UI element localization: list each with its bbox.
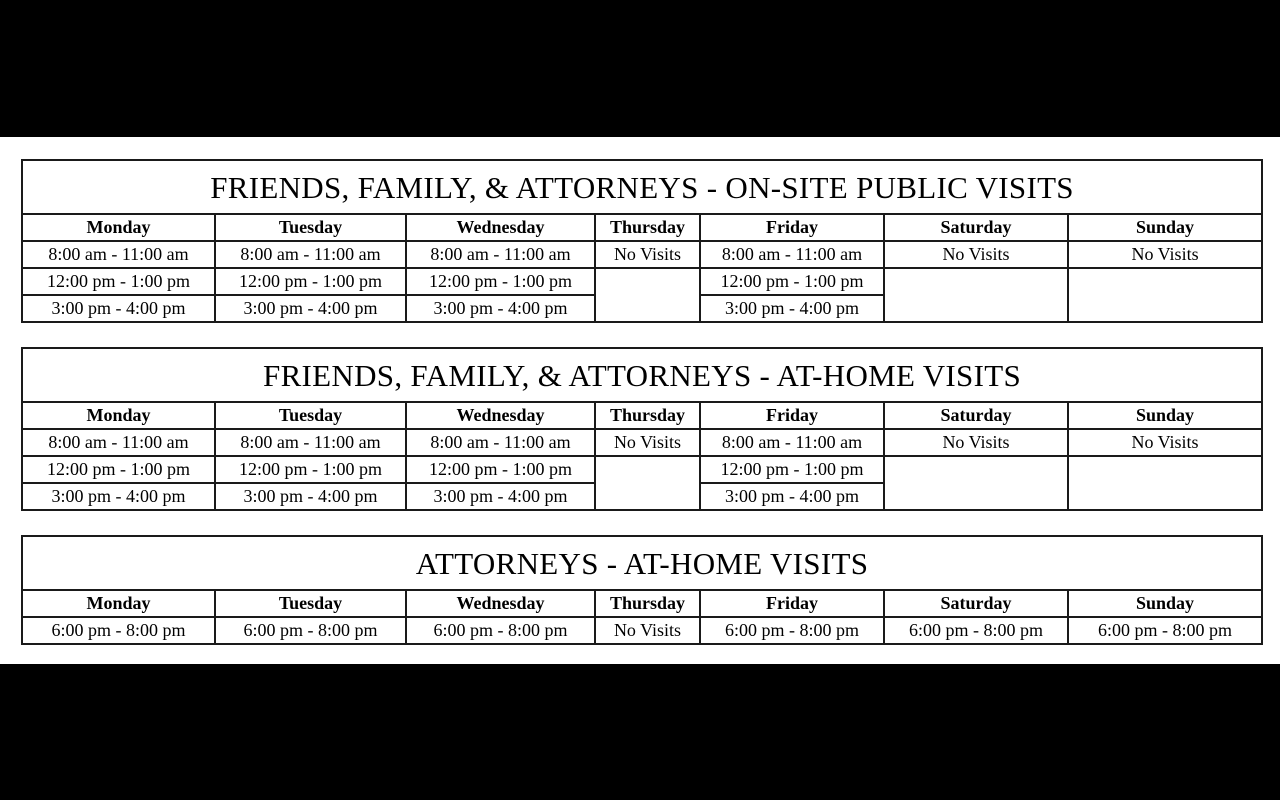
time-slot: 8:00 am - 11:00 am [406, 429, 595, 456]
no-visits-cell: No Visits [884, 241, 1068, 268]
day-header-sunday: Sunday [1068, 590, 1262, 617]
empty-cell [595, 456, 700, 510]
time-slot: 12:00 pm - 1:00 pm [406, 456, 595, 483]
no-visits-cell: No Visits [1068, 241, 1262, 268]
time-slot: 8:00 am - 11:00 am [700, 241, 884, 268]
empty-cell [1068, 456, 1262, 510]
day-header-row [22, 590, 1262, 617]
day-header-saturday: Saturday [884, 402, 1068, 429]
time-slot: 6:00 pm - 8:00 pm [22, 617, 215, 644]
table-title: FRIENDS, FAMILY, & ATTORNEYS - ON-SITE PUBLIC VISITS [22, 160, 1262, 214]
time-slot: 8:00 am - 11:00 am [22, 241, 215, 268]
time-slot: 6:00 pm - 8:00 pm [215, 617, 406, 644]
table-title: ATTORNEYS - AT-HOME VISITS [22, 536, 1262, 590]
time-slot: 12:00 pm - 1:00 pm [700, 268, 884, 295]
time-slot: 12:00 pm - 1:00 pm [215, 268, 406, 295]
time-slot: 3:00 pm - 4:00 pm [700, 483, 884, 510]
time-slot: 8:00 am - 11:00 am [215, 429, 406, 456]
day-header-saturday: Saturday [884, 590, 1068, 617]
day-header-thursday: Thursday [595, 590, 700, 617]
empty-cell [884, 268, 1068, 322]
top-letterbox [0, 0, 1280, 137]
time-slot: 3:00 pm - 4:00 pm [215, 295, 406, 322]
time-slot: 12:00 pm - 1:00 pm [215, 456, 406, 483]
bottom-letterbox [0, 664, 1280, 800]
time-slot: 3:00 pm - 4:00 pm [406, 483, 595, 510]
at-home-visits-table [21, 347, 1263, 511]
no-visits-cell: No Visits [595, 429, 700, 456]
no-visits-cell: No Visits [1068, 429, 1262, 456]
time-slot: 6:00 pm - 8:00 pm [700, 617, 884, 644]
table-row [22, 268, 1262, 295]
time-slot: 8:00 am - 11:00 am [22, 429, 215, 456]
day-header-monday: Monday [22, 402, 215, 429]
day-header-friday: Friday [700, 402, 884, 429]
table-row [22, 429, 1262, 456]
day-header-sunday: Sunday [1068, 214, 1262, 241]
day-header-tuesday: Tuesday [215, 590, 406, 617]
day-header-wednesday: Wednesday [406, 214, 595, 241]
day-header-friday: Friday [700, 590, 884, 617]
time-slot: 12:00 pm - 1:00 pm [406, 268, 595, 295]
day-header-monday: Monday [22, 214, 215, 241]
day-header-thursday: Thursday [595, 214, 700, 241]
time-slot: 12:00 pm - 1:00 pm [22, 268, 215, 295]
day-header-tuesday: Tuesday [215, 214, 406, 241]
day-header-wednesday: Wednesday [406, 402, 595, 429]
day-header-row [22, 214, 1262, 241]
day-header-wednesday: Wednesday [406, 590, 595, 617]
empty-cell [884, 456, 1068, 510]
no-visits-cell: No Visits [595, 617, 700, 644]
no-visits-cell: No Visits [595, 241, 700, 268]
day-header-row [22, 402, 1262, 429]
day-header-saturday: Saturday [884, 214, 1068, 241]
time-slot: 6:00 pm - 8:00 pm [884, 617, 1068, 644]
time-slot: 12:00 pm - 1:00 pm [22, 456, 215, 483]
time-slot: 6:00 pm - 8:00 pm [406, 617, 595, 644]
time-slot: 12:00 pm - 1:00 pm [700, 456, 884, 483]
day-header-sunday: Sunday [1068, 402, 1262, 429]
no-visits-cell: No Visits [884, 429, 1068, 456]
time-slot: 3:00 pm - 4:00 pm [700, 295, 884, 322]
day-header-monday: Monday [22, 590, 215, 617]
time-slot: 8:00 am - 11:00 am [700, 429, 884, 456]
time-slot: 6:00 pm - 8:00 pm [1068, 617, 1262, 644]
time-slot: 3:00 pm - 4:00 pm [22, 295, 215, 322]
empty-cell [1068, 268, 1262, 322]
time-slot: 3:00 pm - 4:00 pm [406, 295, 595, 322]
day-header-friday: Friday [700, 214, 884, 241]
table-title: FRIENDS, FAMILY, & ATTORNEYS - AT-HOME VISITS [22, 348, 1262, 402]
table-row [22, 241, 1262, 268]
day-header-tuesday: Tuesday [215, 402, 406, 429]
attorneys-at-home-visits-table [21, 535, 1263, 645]
time-slot: 8:00 am - 11:00 am [406, 241, 595, 268]
table-row [22, 617, 1262, 644]
time-slot: 3:00 pm - 4:00 pm [22, 483, 215, 510]
empty-cell [595, 268, 700, 322]
time-slot: 8:00 am - 11:00 am [215, 241, 406, 268]
on-site-public-visits-table [21, 159, 1263, 323]
day-header-thursday: Thursday [595, 402, 700, 429]
time-slot: 3:00 pm - 4:00 pm [215, 483, 406, 510]
schedule-sheet [0, 137, 1280, 664]
table-row [22, 456, 1262, 483]
